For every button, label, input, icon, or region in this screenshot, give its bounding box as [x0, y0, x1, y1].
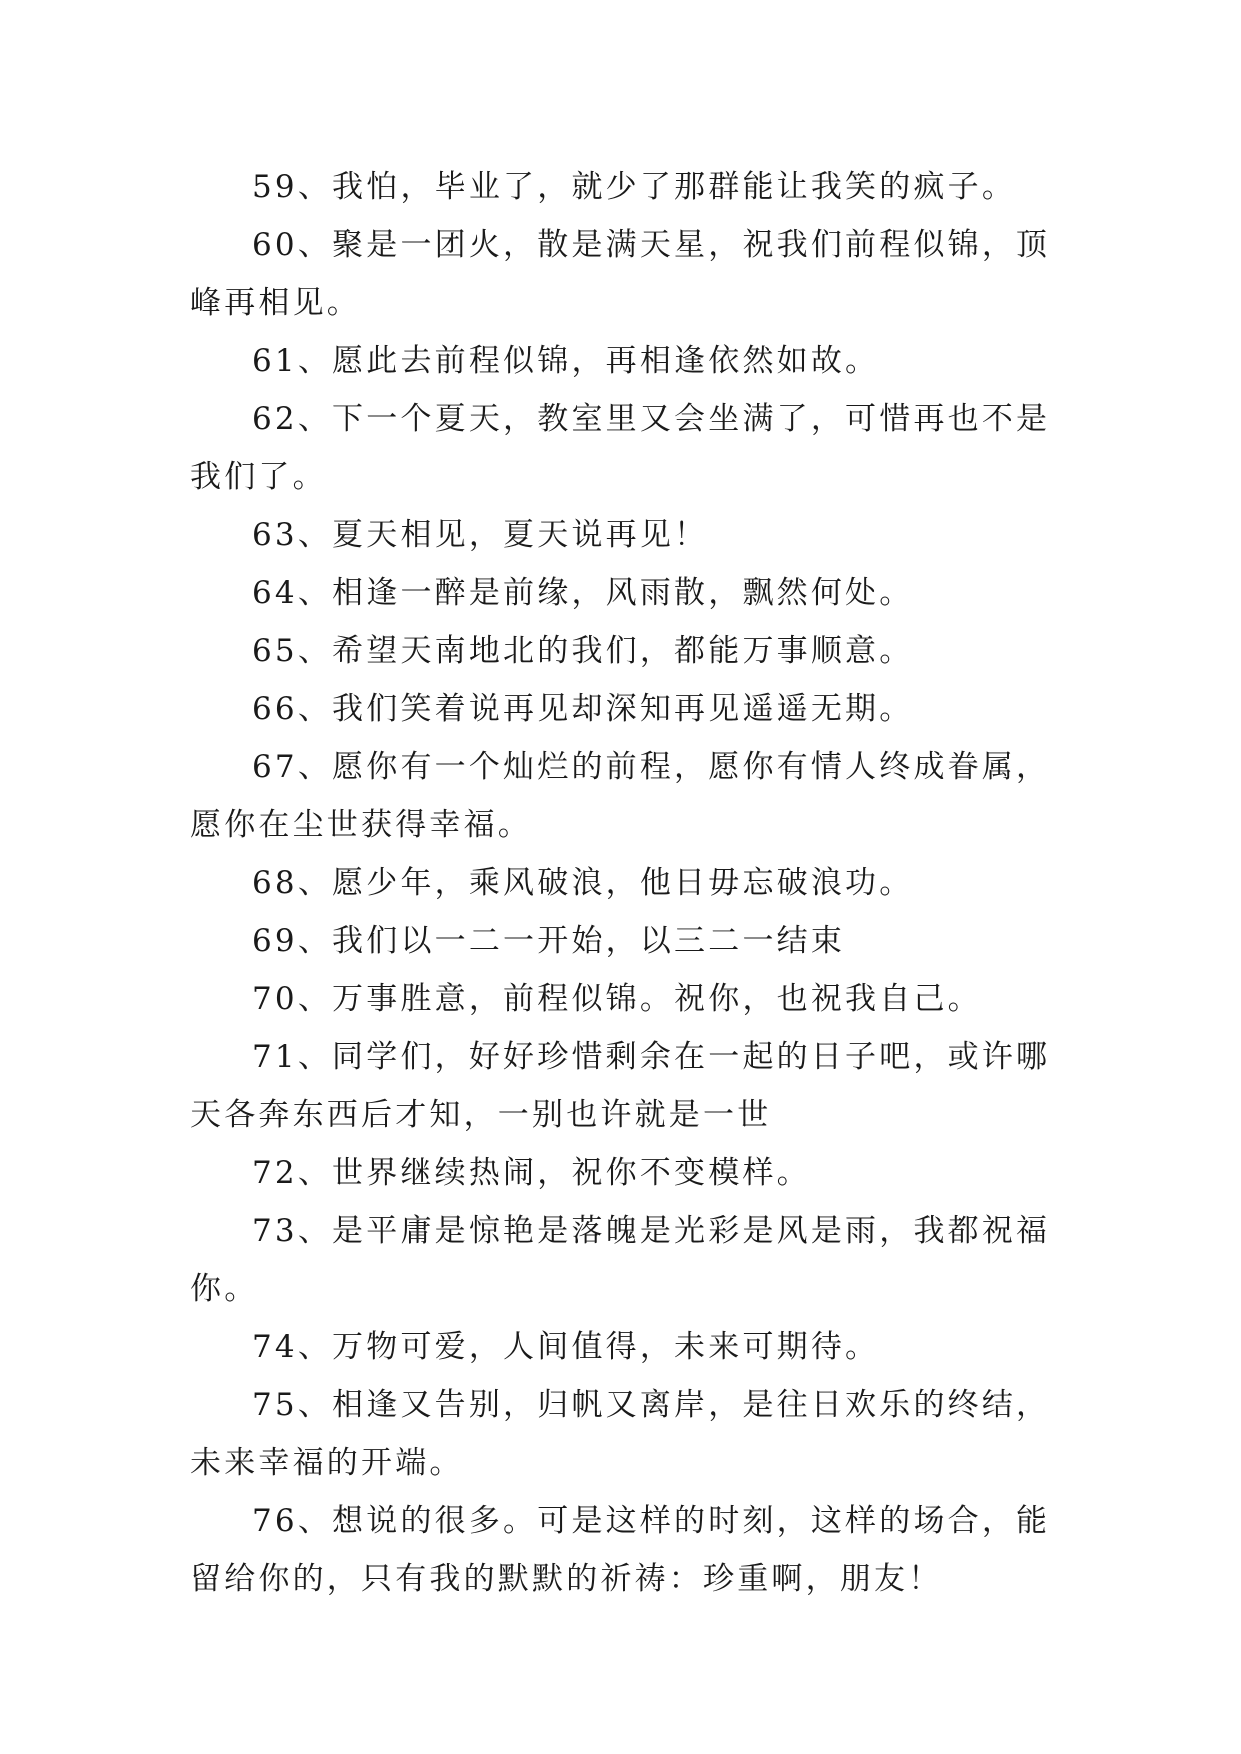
paragraph-72: 72、世界继续热闹，祝你不变模样。	[252, 1155, 811, 1191]
paragraph-75: 75、相逢又告别，归帆又离岸，是往日欢乐的终结，未来幸福的开端。	[190, 1387, 1051, 1481]
paragraph-73: 73、是平庸是惊艳是落魄是光彩是风是雨，我都祝福你。	[190, 1213, 1051, 1307]
paragraph-69: 69、我们以一二一开始，以三二一结束	[252, 923, 846, 959]
paragraph-71: 71、同学们，好好珍惜剩余在一起的日子吧，或许哪天各奔东西后才知，一别也许就是一世	[190, 1039, 1051, 1133]
paragraph-64: 64、相逢一醉是前缘，风雨散，飘然何处。	[252, 575, 914, 611]
paragraph-67: 67、愿你有一个灿烂的前程，愿你有情人终成眷属，愿你在尘世获得幸福。	[190, 749, 1051, 843]
document-body	[190, 158, 1060, 1608]
paragraph-76: 76、想说的很多。可是这样的时刻，这样的场合，能留给你的，只有我的默默的祈祷：珍重啊，朋友！	[190, 1503, 1051, 1597]
paragraph-65: 65、希望天南地北的我们，都能万事顺意。	[252, 633, 914, 669]
paragraph-61: 61、愿此去前程似锦，再相逢依然如故。	[252, 343, 880, 379]
paragraph-62: 62、下一个夏天，教室里又会坐满了，可惜再也不是我们了。	[190, 401, 1051, 495]
paragraph-66: 66、我们笑着说再见却深知再见遥遥无期。	[252, 691, 914, 727]
paragraph-63: 63、夏天相见，夏天说再见！	[252, 517, 709, 553]
paragraph-60: 60、聚是一团火，散是满天星，祝我们前程似锦，顶峰再相见。	[190, 227, 1051, 321]
paragraph-74: 74、万物可爱，人间值得，未来可期待。	[252, 1329, 880, 1365]
paragraph-68: 68、愿少年，乘风破浪，他日毋忘破浪功。	[252, 865, 914, 901]
paragraph-59: 59、我怕，毕业了，就少了那群能让我笑的疯子。	[252, 169, 1017, 205]
paragraph-70: 70、万事胜意，前程似锦。祝你，也祝我自己。	[252, 981, 982, 1017]
